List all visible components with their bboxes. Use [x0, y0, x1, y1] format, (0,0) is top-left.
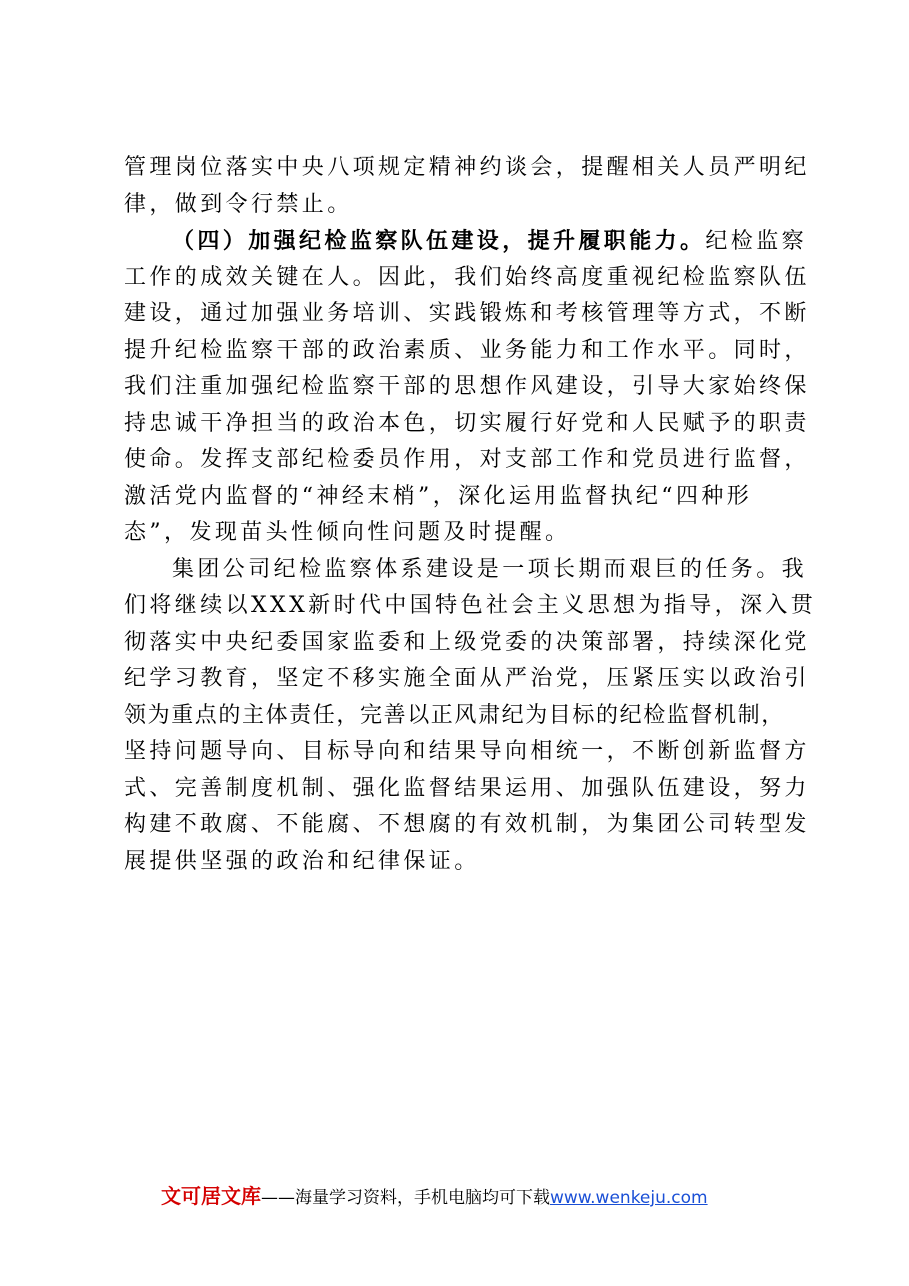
paragraph-line: 彻落实中央纪委国家监委和上级党委的决策部署，持续深化党: [124, 629, 810, 655]
paragraph-line: 建设，通过加强业务培训、实践锻炼和考核管理等方式，不断: [124, 301, 810, 326]
paragraph-line: 工作的成效关键在人。因此，我们始终高度重视纪检监察队伍: [124, 264, 810, 290]
paragraph-line: 律，做到令行禁止。: [124, 191, 353, 217]
paragraph-line: 构建不敢腐、不能腐、不想腐的有效机制，为集团公司转型发: [124, 812, 810, 837]
paragraph-line: 态”，发现苗头性倾向性问题及时提醒。: [124, 520, 571, 545]
paragraph-line: 纪学习教育，坚定不移实施全面从严治党，压紧压实以政治引: [124, 666, 810, 691]
paragraph-text: 纪检监察: [705, 229, 808, 254]
section-heading: （四）加强纪检监察队伍建设，提升履职能力。: [172, 228, 706, 254]
paragraph-line: 展提供坚强的政治和纪律保证。: [124, 848, 480, 874]
paragraph-line: 使命。发挥支部纪检委员作用，对支部工作和党员进行监督，: [124, 447, 810, 472]
footer-brand: 文可居文库: [161, 1184, 261, 1208]
paragraph-line: 式、完善制度机制、强化监督结果运用、加强队伍建设，努力: [124, 775, 810, 801]
paragraph-line: 管理岗位落实中央八项规定精神约谈会，提醒相关人员严明纪: [124, 155, 810, 180]
paragraph-line: 我们注重加强纪检监察干部的思想作风建设，引导大家始终保: [124, 374, 810, 399]
paragraph-line: 集团公司纪检监察体系建设是一项长期而艰巨的任务。我: [172, 556, 808, 582]
paragraph-line: 领为重点的主体责任，完善以正风肃纪为目标的纪检监督机制，: [124, 702, 785, 728]
paragraph-line: 持忠诚干净担当的政治本色，切实履行好党和人民赋予的职责: [124, 410, 810, 436]
paragraph-line: 提升纪检监察干部的政治素质、业务能力和工作水平。同时，: [124, 337, 810, 363]
section-heading-line: [124, 223, 808, 260]
footer-banner: [161, 1181, 801, 1213]
footer-tagline: ——海量学习资料，手机电脑均可下载: [261, 1188, 550, 1208]
paragraph-line: 们将继续以XXX新时代中国特色社会主义思想为指导，深入贯: [124, 593, 817, 618]
footer-website-link[interactable]: www.wenkeju.com: [550, 1188, 708, 1208]
paragraph-line: 坚持问题导向、目标导向和结果导向相统一，不断创新监督方: [124, 739, 810, 764]
document-body: [124, 150, 817, 880]
paragraph-line: 激活党内监督的“神经末梢”，深化运用监督执纪“四种形: [124, 483, 753, 509]
